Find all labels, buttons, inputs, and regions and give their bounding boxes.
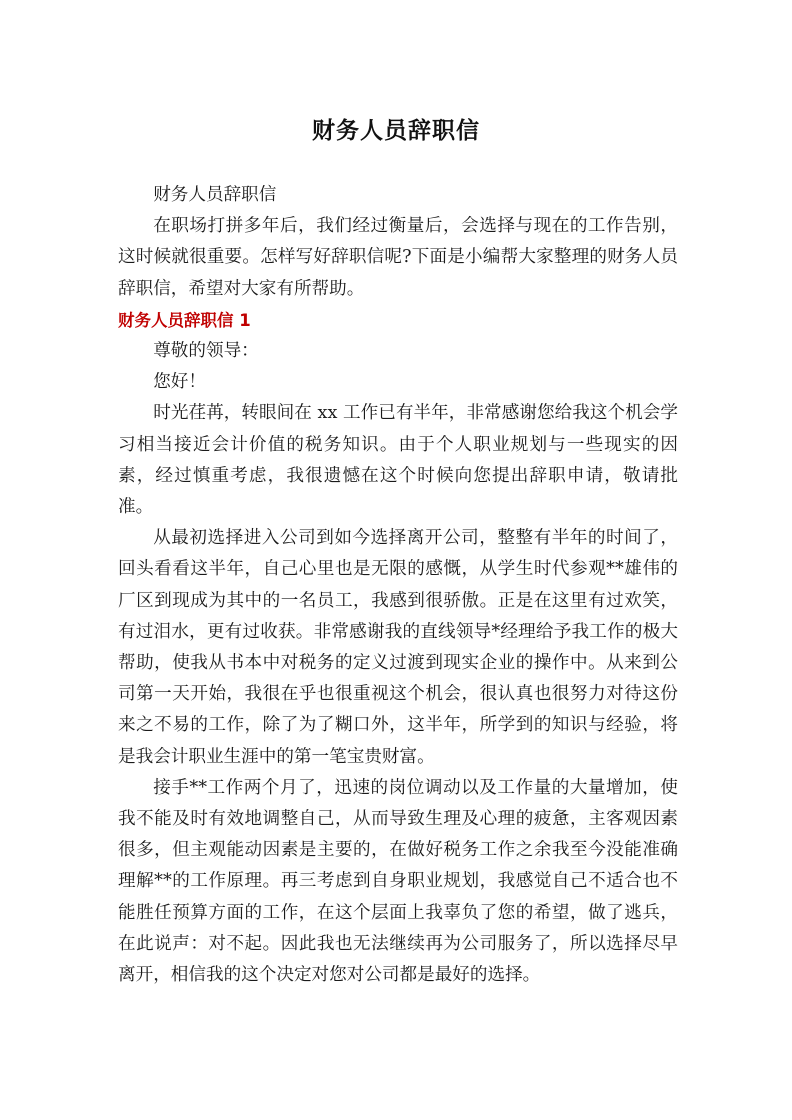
intro-paragraph: 在职场打拼多年后，我们经过衡量后，会选择与现在的工作告别，这时候就很重要。怎样写好辞职信呢?下面是小编帮大家整理的财务人员辞职信，希望对大家有所帮助。 [118, 216, 678, 299]
document-title: 财务人员辞职信 [312, 118, 480, 144]
salutation: 尊敬的领导： [153, 341, 259, 362]
body-paragraph: 时光荏苒，转眼间在 xx 工作已有半年，非常感谢您给我这个机会学习相当接近会计价值的税务知识。由于个人职业规划与一些现实的因素，经过慎重考虑，我很遗憾在这个时候向您提出辞职申请，敬请批准。 [118, 403, 678, 518]
body-paragraph: 接手**工作两个月了，迅速的岗位调动以及工作量的大量增加，使我不能及时有效地调整自己，从而导致生理及心理的疲惫，主客观因素很多，但主观能动因素是主要的，在做好税务工作之余我至今没能准确理解**的工作原理。再三考虑到自身职业规划，我感觉自己不适合也不能胜任预算方面的工作，在这个层面上我辜负了您的希望，做了逃兵，在此说声：对不起。因此我也无法继续再为公司服务了，所以选择尽早离开，相信我的这个决定对您对公司都是最好的选择。 [118, 777, 678, 986]
greeting: 您好！ [153, 372, 206, 393]
intro-subtitle: 财务人员辞职信 [153, 185, 277, 205]
section-heading: 财务人员辞职信 1 [118, 310, 251, 330]
document-body [118, 180, 678, 991]
body-paragraph: 从最初选择进入公司到如今选择离开公司，整整有半年的时间了，回头看看这半年，自己心里也是无限的感慨，从学生时代参观**雄伟的厂区到现成为其中的一名员工，我感到很骄傲。正是在这里有过欢笑，有过泪水，更有过收获。非常感谢我的直线领导*经理给予我工作的极大帮助，使我从书本中对税务的定义过渡到现实企业的操作中。从来到公司第一天开始，我很在乎也很重视这个机会，很认真也很努力对待这份来之不易的工作，除了为了糊口外，这半年，所学到的知识与经验，将是我会计职业生涯中的第一笔宝贵财富。 [118, 528, 678, 767]
